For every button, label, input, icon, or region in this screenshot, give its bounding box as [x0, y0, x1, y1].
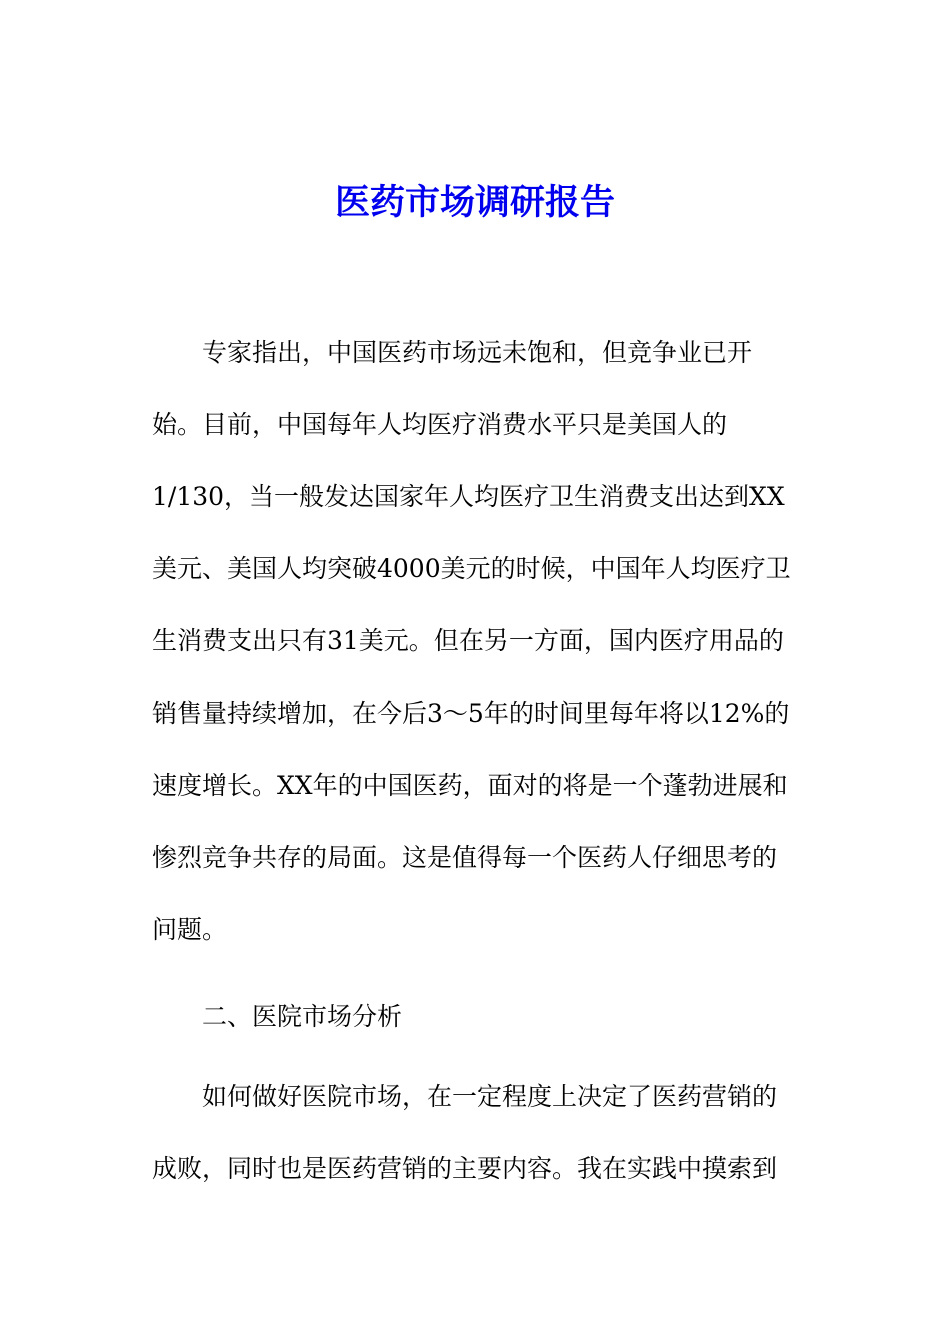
- paragraph-1-line-9: 问题。: [152, 915, 228, 944]
- document-title: 医药市场调研报告: [334, 183, 615, 223]
- paragraph-2-line-2: 成败，同时也是医药营销的主要内容。我在实践中摸索到: [152, 1154, 778, 1183]
- paragraph-1-line-5: 生消费支出只有31美元。但在另一方面，国内医疗用品的: [152, 626, 784, 655]
- paragraph-1-line-3: 1/130，当一般发达国家年人均医疗卫生消费支出达到XX: [152, 482, 785, 511]
- paragraph-1-line-6: 销售量持续增加，在今后3～5年的时间里每年将以12%的: [152, 699, 790, 728]
- paragraph-1-line-7: 速度增长。XX年的中国医药，面对的将是一个蓬勃进展和: [152, 771, 788, 800]
- paragraph-2-line-1: 如何做好医院市场，在一定程度上决定了医药营销的: [202, 1082, 778, 1111]
- paragraph-1-line-2: 始。目前，中国每年人均医疗消费水平只是美国人的: [152, 410, 728, 439]
- section-heading: 二、医院市场分析: [202, 1002, 403, 1031]
- paragraph-1-line-4: 美元、美国人均突破4000美元的时候，中国年人均医疗卫: [152, 554, 791, 583]
- paragraph-1-line-8: 惨烈竞争共存的局面。这是值得每一个医药人仔细思考的: [152, 843, 778, 872]
- paragraph-1-line-1: 专家指出，中国医药市场远未饱和，但竞争业已开: [202, 338, 753, 367]
